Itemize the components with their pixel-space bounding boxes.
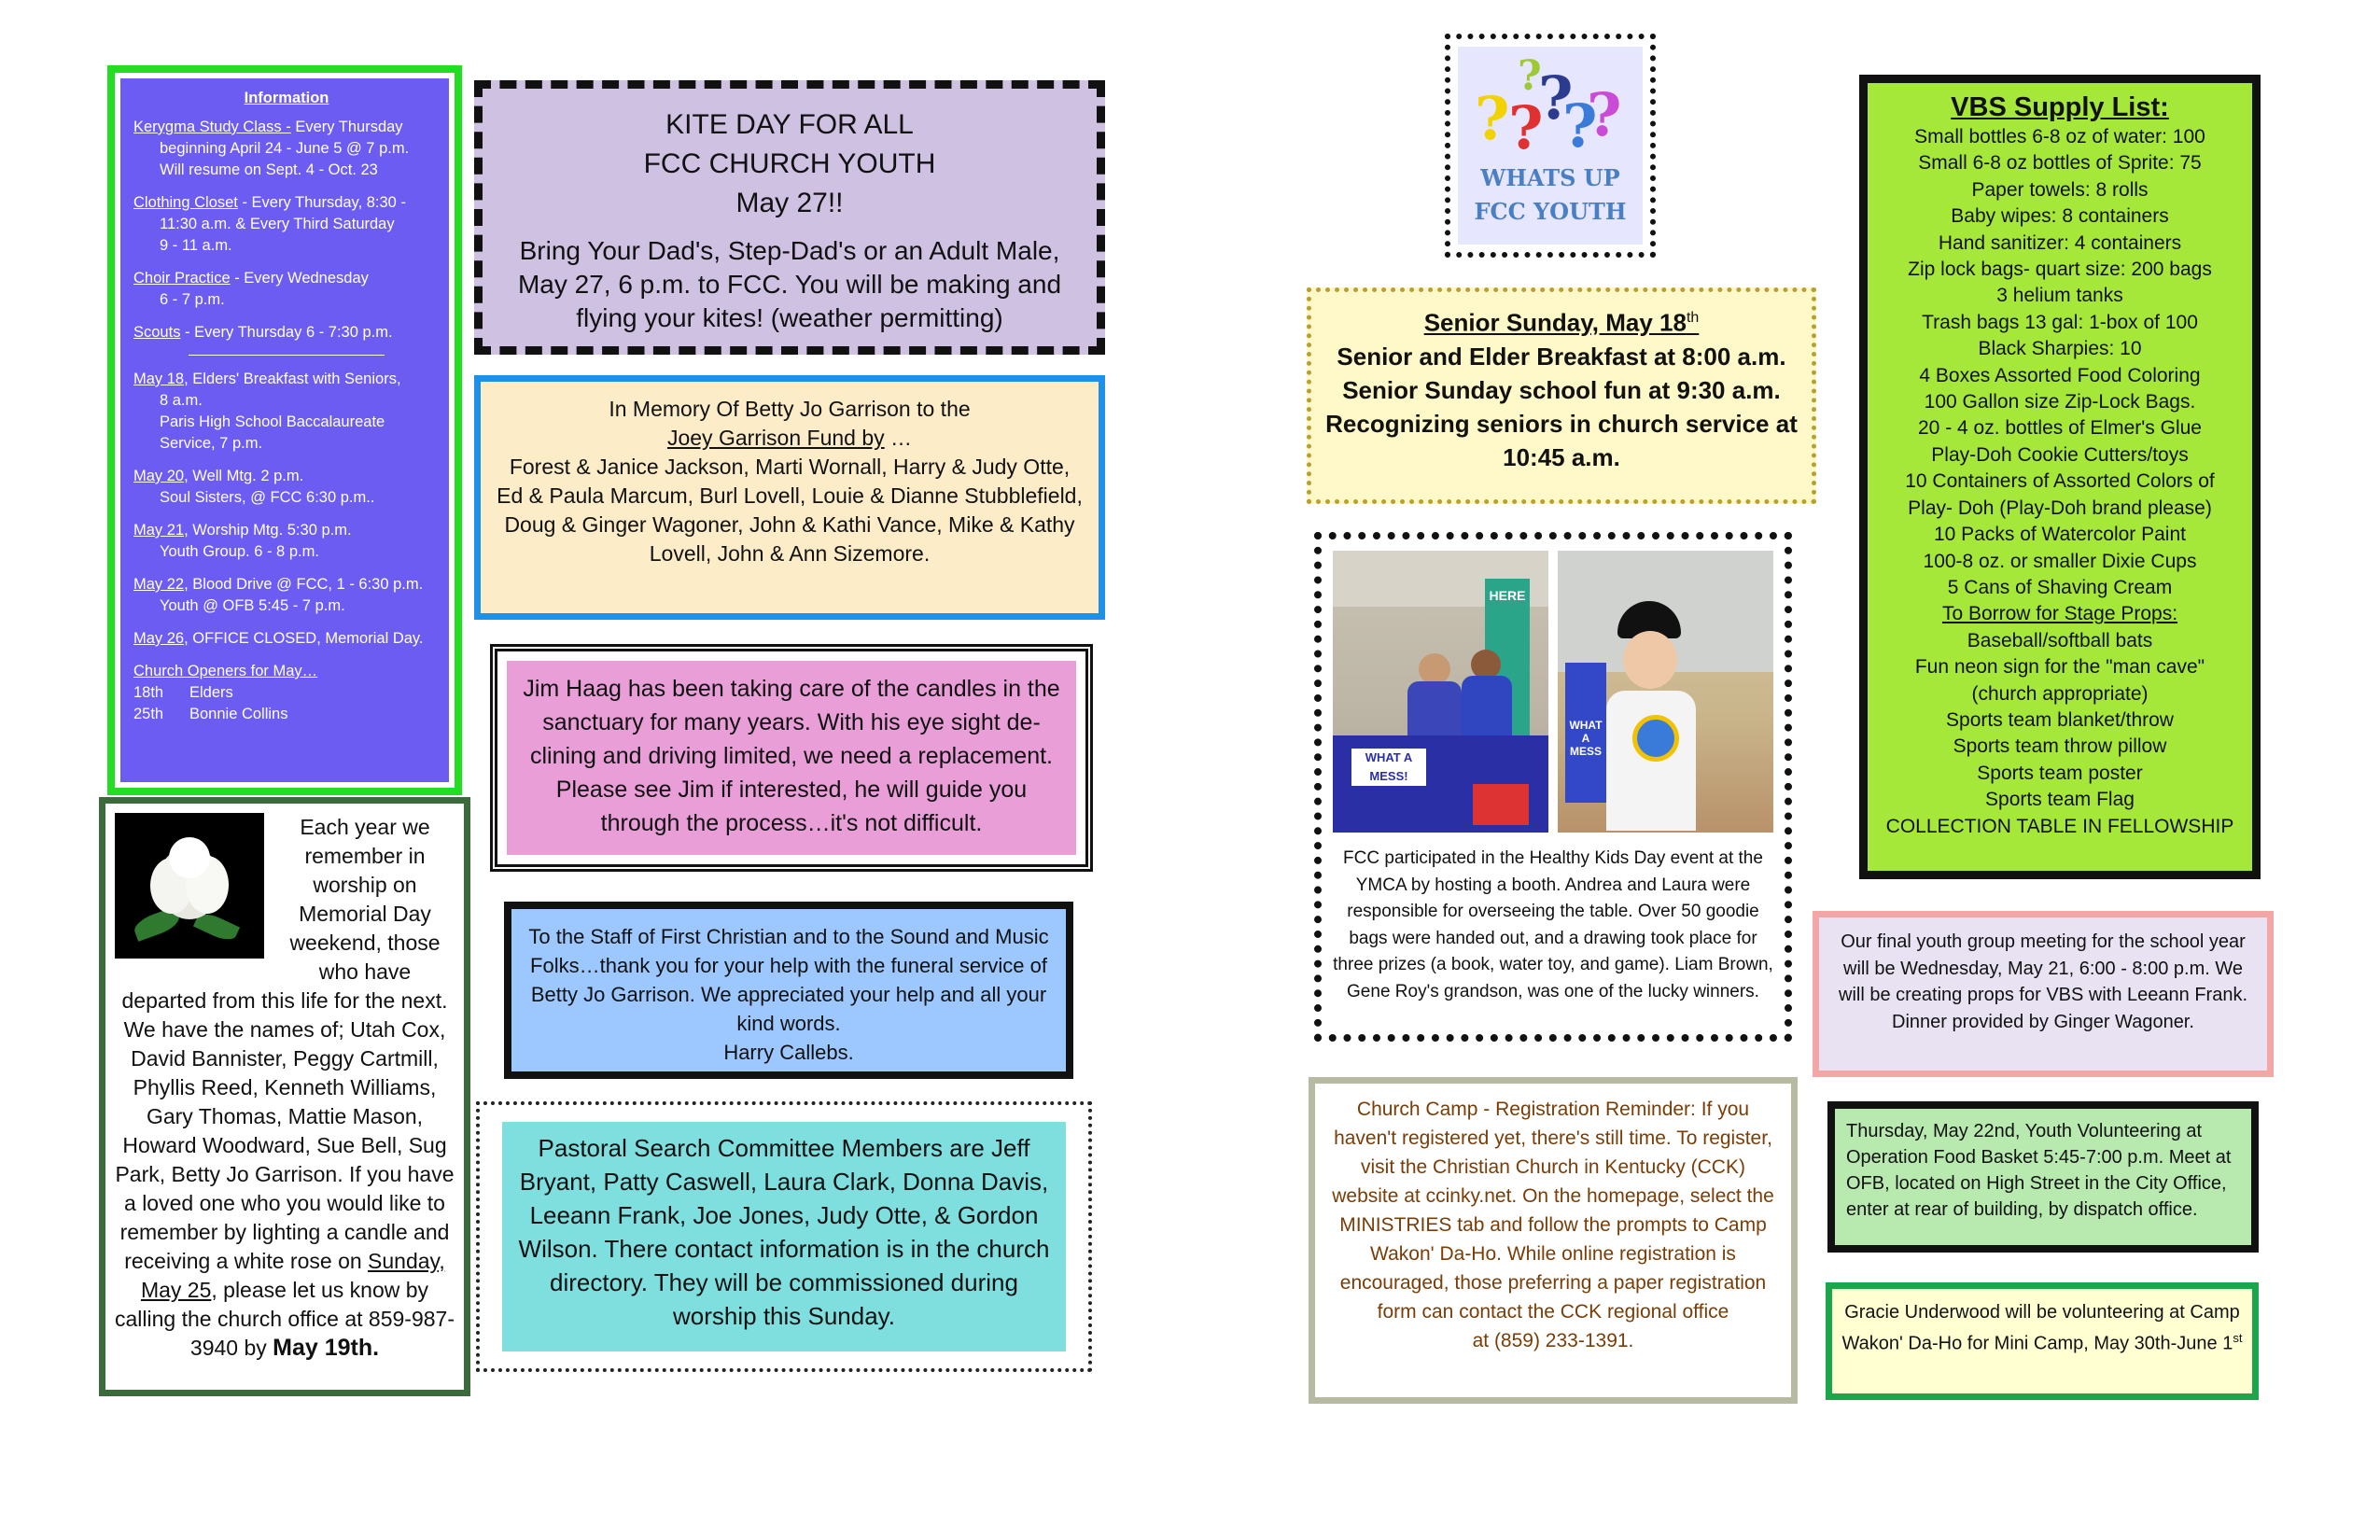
line-item: Sports team Flag: [1985, 789, 2135, 811]
winner-photo: [1558, 551, 1773, 833]
gracie-text: Gracie Underwood will be volunteering at Camp Wakon' Da-Ho for Mini Camp, May 30th-June 1: [1841, 1302, 2240, 1354]
healthy-kids-box: [1314, 532, 1792, 1042]
line-item: 10 Packs of Watercolor Paint: [1933, 524, 2186, 546]
thanks-box: [504, 902, 1073, 1079]
dated-events: [133, 369, 440, 650]
information-title: Information: [244, 90, 329, 106]
vbs-borrow-items: [1877, 628, 2243, 814]
event-line: Youth @ OFB 5:45 - 7 p.m.: [160, 597, 345, 614]
final-meeting-box: [1813, 911, 2274, 1077]
opener-who: Bonnie Collins: [189, 706, 288, 722]
line-item: Trash bags 13 gal: 1-box of 100: [1922, 311, 2198, 333]
whats-up-line1: WHATS UP: [1480, 164, 1620, 191]
event-line: Paris High School Baccalaureate: [160, 413, 385, 430]
question-mark-icon: ?: [1587, 80, 1622, 150]
memorial-day-box: [99, 797, 470, 1396]
candles-panel: [507, 661, 1076, 855]
pastoral-text: Pastoral Search Committee Members are Jeff Bryant, Patty Caswell, Laura Clark, Donna Davis, Leeann Frank, Joe Jones, Judy Otte, & Gordon Wilson. There contact information is in the church directory. They will be commissioned during worship this Sunday.: [518, 1134, 1050, 1330]
line-item: Fun neon sign for the "man cave": [1914, 656, 2205, 679]
event-heading: Scouts: [133, 324, 181, 341]
whats-up-logo: [1445, 34, 1656, 258]
line-item: May 27!!: [735, 188, 844, 218]
senior-heading: Senior Sunday, May 18: [1423, 308, 1687, 337]
camp-text: Church Camp - Registration Reminder: If you haven't registered yet, there's still time. To register, visit the Christian Church in Kentucky (CCK) website at ccinky.net. On the homepage, select the MINISTRIES tab and follow the prompts to Camp Wakon' Da-Ho. While online registration is encouraged, those preferring a paper registration form can contact the CCK regional office: [1332, 1099, 1774, 1323]
event-detail: Blood Drive @ FCC, 1 - 6:30 p.m.: [188, 576, 424, 593]
memory-fund-box: [474, 375, 1105, 620]
whats-up-line2: FCC YOUTH: [1474, 198, 1627, 225]
event-detail: Well Mtg. 2 p.m.: [188, 468, 304, 484]
vbs-title: VBS Supply List:: [1951, 92, 2169, 122]
event-item: [133, 192, 440, 257]
question-mark-icon: ?: [1538, 63, 1574, 133]
line-item: (church appropriate): [1971, 682, 2149, 705]
camp-phone: at (859) 233-1391.: [1472, 1330, 1634, 1351]
line-item: Senior Sunday school fun at 9:30 a.m.: [1342, 375, 1781, 404]
event-heading: May 18,: [133, 371, 189, 387]
openers-list: [133, 682, 440, 725]
recurring-events: [133, 117, 440, 343]
kite-day-box: [474, 80, 1105, 355]
line-item: Black Sharpies: 10: [1978, 338, 2142, 360]
event-line: 8 a.m.: [160, 392, 203, 409]
line-item: Sports team poster: [1977, 762, 2143, 784]
whats-up-graphic: [1458, 47, 1643, 245]
line-item: Sports team throw pillow: [1953, 735, 2167, 758]
line-item: Zip lock bags- quart size: 200 bags: [1908, 259, 2212, 281]
event-item: [133, 369, 440, 455]
memorial-deadline: May 19th.: [273, 1335, 380, 1361]
line-item: Baby wipes: 8 containers: [1951, 205, 2169, 228]
line-item: Hand sanitizer: 4 containers: [1938, 231, 2182, 254]
booth-photo: [1333, 551, 1548, 833]
line-item: Recognizing seniors in church service at 10:45 a.m.: [1325, 409, 1798, 471]
line-item: 10 Containers of Assorted Colors of: [1905, 470, 2215, 493]
vbs-items: [1877, 124, 2243, 601]
event-heading: May 26,: [133, 630, 189, 647]
vbs-supply-box: [1859, 75, 2261, 879]
line-item: KITE DAY FOR ALL: [665, 109, 914, 140]
kids-caption: FCC participated in the Healthy Kids Day event at the YMCA by hosting a booth. Andrea and Laura were responsible for overseeing the table. Over 50 goodie bags were handed out, and a drawing took place for three prizes (a book, water toy, and game). Liam Brown, Gene Roy's grandson, was one of the lucky winners.: [1333, 848, 1773, 1001]
event-line: Youth Group. 6 - 8 p.m.: [160, 543, 319, 560]
memory-donors: Forest & Janice Jackson, Marti Wornall, Harry & Judy Otte, Ed & Paula Marcum, Burl Lovell, Louie & Dianne Stubblefield, Doug & Ginger Wagoner, John & Kathi Vance, Mike & Kathy Lovell, John & Ann Sizemore.: [497, 455, 1083, 566]
line-item: 4 Boxes Assorted Food Coloring: [1919, 364, 2201, 386]
pastoral-search-box: [476, 1101, 1092, 1372]
question-mark-icon: ?: [1518, 52, 1542, 100]
event-item: [133, 628, 440, 650]
mess-banner: WHAT A MESS: [1565, 663, 1606, 803]
line-item: Senior and Elder Breakfast at 8:00 a.m.: [1337, 342, 1786, 371]
memory-intro: In Memory Of Betty Jo Garrison to the: [609, 397, 971, 421]
opener-row: [133, 704, 440, 725]
opener-date: 25th: [133, 706, 164, 722]
event-item: [133, 117, 440, 181]
kite-body: Bring Your Dad's, Step-Dad's or an Adult Male, May 27, 6 p.m. to FCC. You will be making and flying your kites! (weather permitting): [517, 236, 1062, 332]
church-camp-box: [1309, 1077, 1798, 1404]
event-line: Soul Sisters, @ FCC 6:30 p.m..: [160, 489, 375, 506]
event-detail: Elders' Breakfast with Seniors,: [188, 371, 401, 387]
vbs-borrow-title: To Borrow for Stage Props:: [1941, 603, 2178, 625]
event-item: [133, 520, 440, 563]
memory-fund-name: Joey Garrison Fund by: [666, 426, 885, 450]
line-item: 100-8 oz. or smaller Dixie Cups: [1923, 550, 2197, 572]
event-line: Service, 7 p.m.: [160, 435, 263, 452]
line-item: Small bottles 6-8 oz of water: 100: [1914, 126, 2205, 147]
event-item: [133, 466, 440, 509]
senior-sunday-box: [1307, 287, 1816, 504]
kite-title: [507, 105, 1072, 223]
thanks-signature: Harry Callebs.: [723, 1041, 854, 1064]
candles-text: Jim Haag has been taking care of the candles in the sanctuary for many years. With his eye sight de-clining and driving limited, we need a replacement. Please see Jim if interested, he will guide you through the process…it's not difficult.: [523, 676, 1060, 836]
divider: [189, 355, 385, 356]
gracie-box: [1826, 1282, 2259, 1400]
white-rose-image: [115, 813, 264, 959]
here-banner: HERE: [1485, 579, 1530, 765]
event-detail: - Every Thursday 6 - 7:30 p.m.: [180, 324, 393, 341]
line-item: Paper towels: 8 rolls: [1971, 178, 2149, 201]
line-item: 20 - 4 oz. bottles of Elmer's Glue: [1918, 417, 2202, 440]
ofb-text: Thursday, May 22nd, Youth Volunteering at Operation Food Basket 5:45-7:00 p.m. Meet at OFB, located on High Street in the City Office, enter at rear of building, by dispatch office.: [1846, 1121, 2232, 1220]
question-mark-icon: ?: [1562, 91, 1598, 161]
event-item: [133, 574, 440, 617]
event-line: 9 - 11 a.m.: [160, 237, 232, 254]
event-detail: Every Thursday: [290, 119, 403, 135]
opener-date: 18th: [133, 684, 164, 701]
event-heading: Choir Practice: [133, 270, 231, 287]
line-item: Play-Doh Cookie Cutters/toys: [1931, 443, 2189, 466]
memory-fund-after: …: [884, 426, 913, 450]
line-item: Sports team blanket/throw: [1946, 708, 2174, 731]
event-detail: OFFICE CLOSED, Memorial Day.: [188, 630, 424, 647]
event-detail: Worship Mtg. 5:30 p.m.: [188, 522, 352, 539]
line-item: Baseball/softball bats: [1967, 629, 2153, 651]
gracie-sup: st: [2233, 1331, 2243, 1345]
event-detail: - Every Wednesday: [230, 270, 369, 287]
event-line: beginning April 24 - June 5 @ 7 p.m.: [160, 140, 410, 157]
event-line: 6 - 7 p.m.: [160, 291, 225, 308]
opener-who: Elders: [189, 684, 233, 701]
event-detail: - Every Thursday, 8:30 -: [237, 194, 406, 211]
event-heading: May 20,: [133, 468, 189, 484]
line-item: 5 Cans of Shaving Cream: [1947, 576, 2173, 598]
opener-row: [133, 682, 440, 704]
senior-lines: [1321, 340, 1802, 474]
event-heading: May 22,: [133, 576, 189, 593]
event-line: 11:30 a.m. & Every Third Saturday: [160, 216, 395, 232]
memorial-text-b: , please let us know by calling the church office at 859-987-3940 by: [115, 1278, 455, 1360]
booth-sign: WHAT A MESS!: [1351, 749, 1426, 786]
candles-box: [490, 644, 1093, 872]
photos-row: [1333, 551, 1773, 833]
event-heading: Kerygma Study Class -: [133, 119, 291, 135]
information-box: [107, 65, 462, 795]
event-heading: Clothing Closet: [133, 194, 238, 211]
event-line: Will resume on Sept. 4 - Oct. 23: [160, 161, 378, 178]
line-item: Small 6-8 oz bottles of Sprite: 75: [1918, 152, 2202, 175]
openers-title: Church Openers for May…: [133, 663, 318, 679]
vbs-footer: COLLECTION TABLE IN FELLOWSHIP: [1885, 815, 2234, 837]
information-panel: [120, 78, 449, 782]
senior-heading-sup: th: [1686, 310, 1700, 326]
ofb-volunteer-box: [1827, 1101, 2259, 1253]
final-meeting-text: Our final youth group meeting for the school year will be Wednesday, May 21, 6:00 - 8:00 p.m. We will be creating props for VBS with Leeann Frank. Dinner provided by Ginger Wagoner.: [1839, 931, 2247, 1032]
pastoral-panel: [502, 1122, 1066, 1351]
memorial-text-a: Each year we remember in worship on Memorial Day weekend, those who have departed from this life for the next. We have the names of; Utah Cox, David Bannister, Peggy Cartmill, Phyllis Reed, Kenneth Williams, Gary Thomas, Mattie Mason, Howard Woodward, Sue Bell, Sug Park, Betty Jo Garrison. If you have a loved one who you would like to remember by lighting a candle and receiving a white rose on: [115, 815, 455, 1273]
event-item: [133, 322, 440, 343]
thanks-text: To the Staff of First Christian and to the Sound and Music Folks…thank you for your help with the funeral service of Betty Jo Garrison. We appreciated your help and all your kind words.: [528, 925, 1049, 1035]
line-item: 100 Gallon size Zip-Lock Bags.: [1924, 391, 2196, 413]
line-item: FCC CHURCH YOUTH: [643, 148, 936, 179]
event-heading: May 21,: [133, 522, 189, 539]
event-item: [133, 268, 440, 311]
line-item: Play- Doh (Play-Doh brand please): [1908, 497, 2212, 519]
line-item: 3 helium tanks: [1996, 285, 2123, 307]
question-mark-icon: ?: [1475, 84, 1510, 154]
question-mark-icon: ?: [1508, 93, 1544, 163]
memorial-date: Sunday, May 25: [140, 1249, 445, 1302]
